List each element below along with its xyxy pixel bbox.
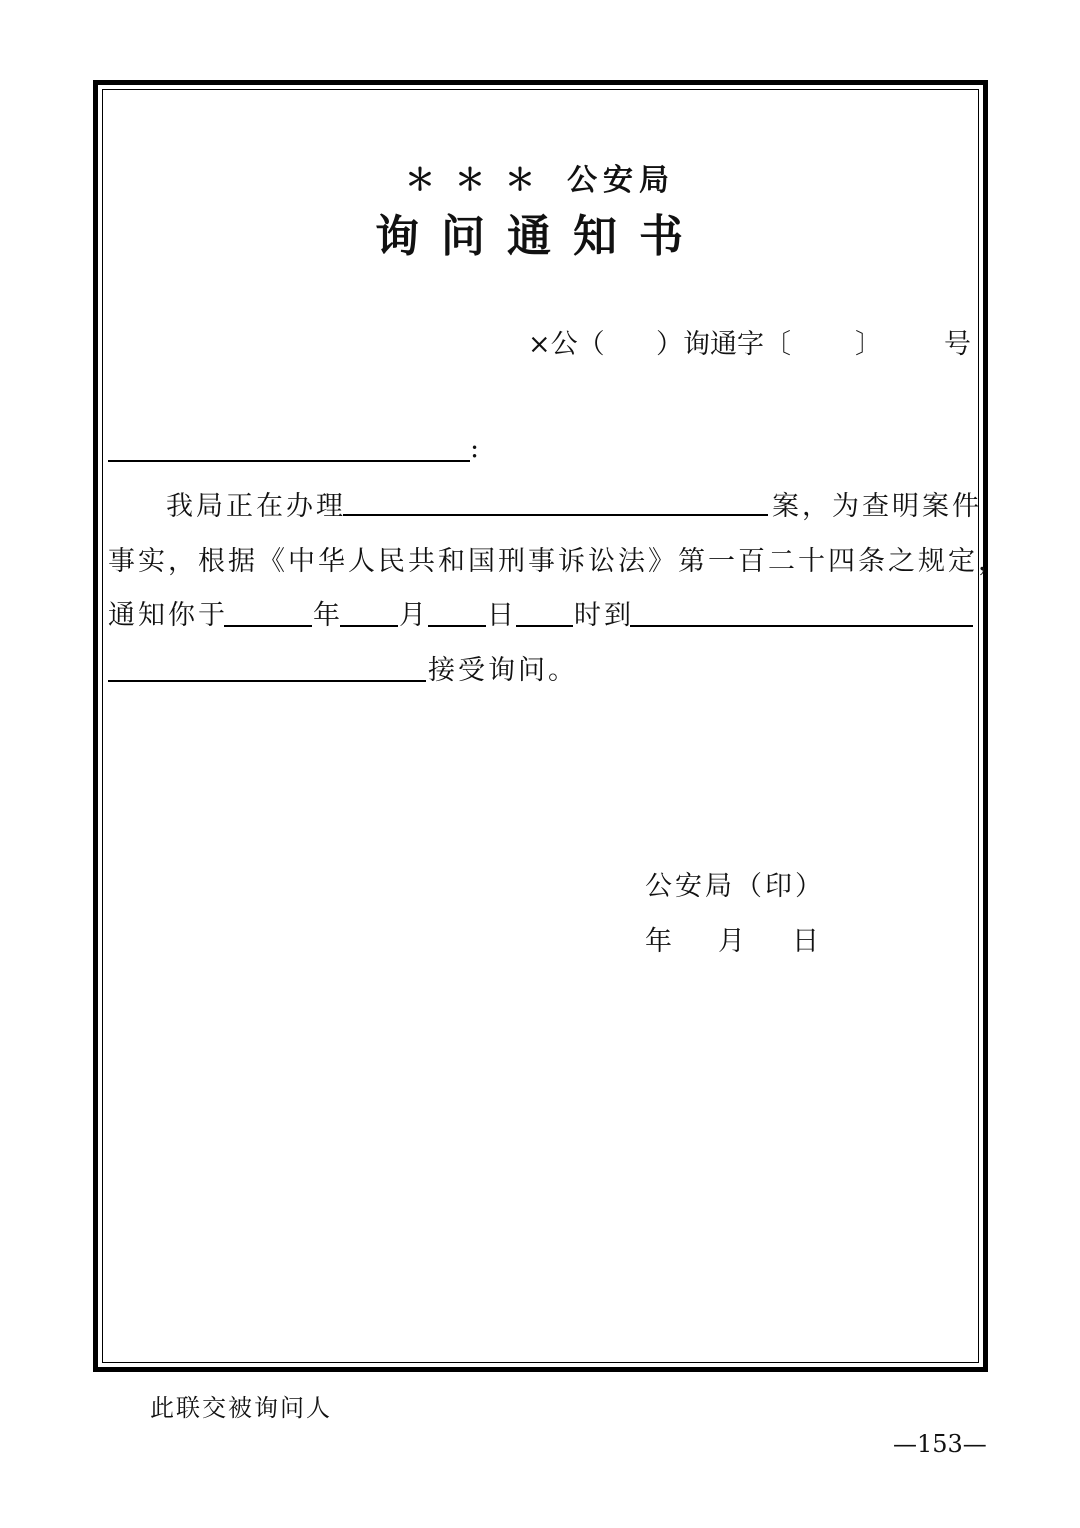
body-line1-start: 我局正在办理 xyxy=(166,491,346,522)
signoff-day-label: 日 xyxy=(792,926,822,957)
body-line3-start: 通知你于 xyxy=(108,600,228,631)
location-line-continued[interactable] xyxy=(108,680,426,682)
recipient-name-line[interactable] xyxy=(108,460,470,462)
document-inner-border xyxy=(102,89,979,1363)
body-line4-end: 接受询问。 xyxy=(428,655,578,686)
docno-close-bracket: 〕 xyxy=(855,329,882,360)
signoff-year-label: 年 xyxy=(645,926,675,957)
docno-suffix: 号 xyxy=(944,329,971,360)
appointment-month-line[interactable] xyxy=(340,625,398,627)
issuer-seal-label: 公安局（印） xyxy=(645,871,825,902)
bureau-name-placeholder: ＊＊＊ xyxy=(405,163,555,198)
month-label: 月 xyxy=(399,600,429,631)
document-title: 询问通知书 xyxy=(375,211,705,262)
body-line1-end: 案，为查明案件 xyxy=(772,491,982,522)
hour-to-label: 时到 xyxy=(574,600,634,631)
location-line[interactable] xyxy=(630,625,973,627)
appointment-year-line[interactable] xyxy=(224,625,312,627)
copy-recipient-note: 此联交被询问人 xyxy=(150,1394,332,1422)
page-number: —153— xyxy=(893,1430,987,1458)
salutation-colon: : xyxy=(470,433,483,464)
case-name-line[interactable] xyxy=(343,514,768,516)
appointment-hour-line[interactable] xyxy=(516,625,573,627)
document-outer-border xyxy=(93,80,988,1372)
body-line2: 事实，根据《中华人民共和国刑事诉讼法》第一百二十四条之规定， xyxy=(108,546,1008,577)
appointment-day-line[interactable] xyxy=(428,625,486,627)
bureau-label: 公安局 xyxy=(567,163,675,198)
issuing-bureau-line xyxy=(0,155,1080,199)
year-label: 年 xyxy=(313,600,343,631)
day-label: 日 xyxy=(487,600,517,631)
docno-prefix: ×公（ xyxy=(528,329,605,360)
docno-middle: ）询通字〔 xyxy=(656,329,791,360)
signoff-month-label: 月 xyxy=(718,926,748,957)
